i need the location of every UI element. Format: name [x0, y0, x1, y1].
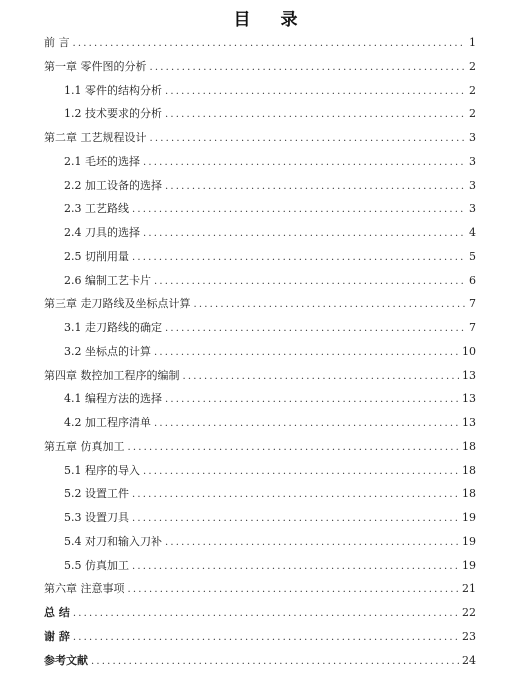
table-of-contents [44, 31, 476, 672]
toc-entry [44, 411, 476, 435]
toc-entry-title: 第六章 注意事项 [44, 582, 125, 596]
toc-entry-title: 参考文献 [44, 653, 88, 667]
leader-dots [132, 507, 459, 531]
toc-page-number: 19 [462, 534, 476, 548]
toc-entry-title: 第二章 工艺规程设计 [44, 131, 147, 144]
toc-page-number: 13 [462, 416, 476, 429]
toc-entry [44, 197, 476, 221]
toc-entry-title: 4.2 加工程序清单 [64, 416, 151, 429]
toc-entry [44, 245, 476, 269]
leader-dots [165, 531, 459, 555]
toc-entry-title: 3.2 坐标点的计算 [64, 344, 151, 358]
leader-dots [128, 436, 460, 460]
toc-entry [44, 435, 476, 459]
leader-dots [143, 151, 466, 175]
toc-entry-title: 2.5 切削用量 [64, 249, 129, 263]
toc-entry [44, 150, 476, 174]
toc-entry-title: 2.4 刀具的选择 [64, 226, 140, 239]
leader-dots [132, 246, 466, 270]
toc-entry-title: 第三章 走刀路线及坐标点计算 [44, 297, 191, 311]
toc-entry [44, 55, 476, 79]
toc-entry [44, 269, 476, 293]
toc-entry [44, 387, 476, 411]
toc-page-number: 19 [462, 511, 476, 524]
toc-entry [44, 340, 476, 364]
toc-entry-title: 谢 辞 [44, 629, 70, 643]
toc-page-number: 13 [462, 368, 476, 382]
toc-entry [44, 530, 476, 554]
leader-dots [165, 103, 466, 127]
toc-page-number: 2 [469, 59, 476, 73]
leader-dots [73, 602, 459, 626]
leader-dots [165, 175, 466, 199]
leader-dots [73, 626, 459, 650]
leader-dots [165, 388, 459, 412]
leader-dots [165, 317, 466, 341]
toc-entry-title: 2.6 编制工艺卡片 [64, 273, 151, 287]
leader-dots [132, 483, 459, 507]
toc-entry [44, 221, 476, 245]
leader-dots [91, 650, 459, 674]
leader-dots [183, 365, 460, 389]
toc-entry [44, 316, 476, 340]
leader-dots [128, 578, 460, 602]
leader-dots [165, 80, 466, 104]
toc-entry-title: 2.1 毛坯的选择 [64, 154, 140, 168]
toc-entry-title: 1.2 技术要求的分析 [64, 107, 162, 121]
toc-page-number: 3 [469, 202, 476, 216]
toc-entry-title: 5.4 对刀和输入刀补 [64, 534, 162, 548]
toc-entry-title: 3.1 走刀路线的确定 [64, 321, 162, 334]
toc-page-number: 4 [469, 226, 476, 239]
toc-page-number: 21 [462, 582, 476, 596]
toc-entry [44, 506, 476, 530]
toc-entry [44, 102, 476, 126]
toc-entry-title: 2.2 加工设备的选择 [64, 178, 162, 192]
leader-dots [132, 555, 459, 579]
toc-entry-title: 第五章 仿真加工 [44, 439, 125, 453]
leader-dots [154, 270, 466, 294]
toc-page-number: 2 [469, 83, 476, 97]
toc-entry-title: 第四章 数控加工程序的编制 [44, 368, 180, 382]
toc-entry [44, 364, 476, 388]
toc-entry [44, 482, 476, 506]
toc-entry-title: 5.5 仿真加工 [64, 558, 129, 572]
toc-entry-title: 5.1 程序的导入 [64, 463, 140, 477]
toc-entry-title: 第一章 零件图的分析 [44, 59, 147, 73]
toc-entry [44, 79, 476, 103]
toc-entry [44, 292, 476, 316]
toc-entry [44, 554, 476, 578]
leader-dots [73, 32, 467, 56]
toc-entry-title: 4.1 编程方法的选择 [64, 392, 162, 406]
leader-dots [132, 198, 466, 222]
toc-entry [44, 601, 476, 625]
leader-dots [194, 293, 467, 317]
toc-page-number: 7 [469, 321, 476, 334]
toc-page-number: 5 [469, 249, 476, 263]
toc-entry [44, 126, 476, 150]
toc-entry-title: 1.1 零件的结构分析 [64, 83, 162, 97]
toc-page-number: 1 [469, 36, 476, 49]
toc-entry [44, 625, 476, 649]
toc-page-number: 18 [462, 463, 476, 477]
leader-dots [143, 460, 459, 484]
toc-entry-title: 总 结 [44, 606, 70, 619]
toc-title: 目 录 [233, 10, 310, 30]
toc-entry [44, 649, 476, 673]
toc-page-number: 3 [469, 131, 476, 144]
toc-page-number: 6 [469, 273, 476, 287]
toc-page-number: 7 [469, 297, 476, 311]
toc-entry [44, 459, 476, 483]
toc-page-number: 2 [469, 107, 476, 121]
toc-entry-title: 5.3 设置刀具 [64, 511, 129, 524]
leader-dots [154, 341, 459, 365]
toc-page-number: 10 [462, 344, 476, 358]
leader-dots [143, 222, 466, 246]
toc-page-number: 13 [462, 392, 476, 406]
toc-page-number: 22 [462, 606, 476, 619]
toc-entry-title: 前 言 [44, 36, 70, 49]
toc-entry [44, 577, 476, 601]
toc-page-number: 18 [462, 487, 476, 501]
toc-page-number: 24 [462, 653, 476, 667]
toc-page-number: 3 [469, 154, 476, 168]
toc-entry [44, 174, 476, 198]
leader-dots [154, 412, 459, 436]
toc-page-number: 18 [462, 439, 476, 453]
leader-dots [150, 56, 467, 80]
toc-entry-title: 5.2 设置工件 [64, 487, 129, 501]
toc-page-number: 19 [462, 558, 476, 572]
toc-entry [44, 31, 476, 55]
toc-entry-title: 2.3 工艺路线 [64, 202, 129, 216]
toc-page-number: 3 [469, 178, 476, 192]
leader-dots [150, 127, 467, 151]
toc-page-number: 23 [462, 629, 476, 643]
